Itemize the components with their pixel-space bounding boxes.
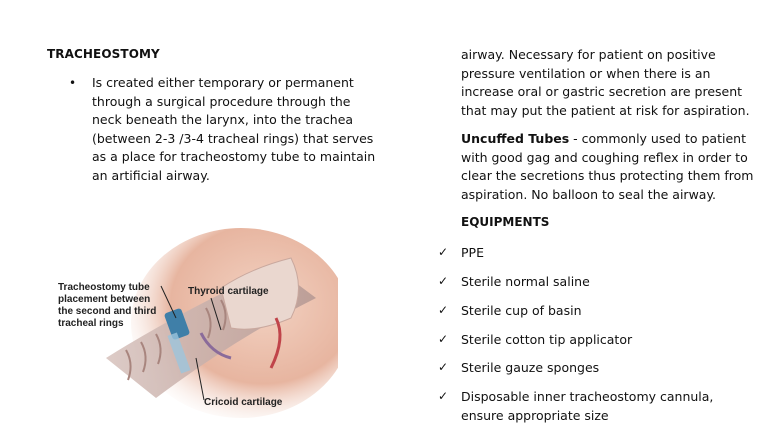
tracheostomy-illustration <box>46 228 338 428</box>
uncuffed-term: Uncuffed Tubes <box>461 131 570 146</box>
anatomy-illustration-svg <box>46 228 338 428</box>
page-title: TRACHEOSTOMY <box>47 47 160 61</box>
label-tube-2: placement between <box>58 294 151 305</box>
checkmark-icon: ✓ <box>438 245 449 259</box>
definition-paragraph: Is created either temporary or permanent through a surgical procedure through the neck beneath the larynx, into the trachea (between 2-3 /3-4 tracheal rings) that serves as a place for tracheostomy tube to maintain an artificial airway. <box>92 75 376 183</box>
equipment-item-saline: Sterile normal saline <box>461 274 590 289</box>
equipment-heading: EQUIPMENTS <box>461 215 550 229</box>
equipment-item-cannula: Disposable inner tracheostomy cannula, ensure appropriate size <box>461 389 714 423</box>
label-thyroid: Thyroid cartilage <box>188 286 269 297</box>
label-tube-3: the second and third <box>58 306 157 317</box>
label-tube-4: tracheal rings <box>58 318 124 329</box>
equipment-item-gauze: Sterile gauze sponges <box>461 360 600 375</box>
checkmark-icon: ✓ <box>438 360 449 374</box>
checkmark-icon: ✓ <box>438 303 449 317</box>
label-tube-1: Tracheostomy tube <box>58 282 150 293</box>
checkmark-icon: ✓ <box>438 332 449 346</box>
label-cricoid: Cricoid cartilage <box>204 397 283 408</box>
aspiration-paragraph: airway. Necessary for patient on positive pressure ventilation or when there is an increase oral or gastric secretion are present that may put the patient at risk for aspiration. <box>461 47 750 118</box>
checkmark-icon: ✓ <box>438 389 449 403</box>
equipment-item-applicator: Sterile cotton tip applicator <box>461 332 633 347</box>
bullet-mark: • <box>69 76 77 90</box>
uncuffed-description: - commonly used to patient with good gag and coughing reflex in order to clear the secretions thus protecting them from aspiration. No balloon to seal the airway. <box>461 131 754 202</box>
equipment-item-basin: Sterile cup of basin <box>461 303 582 318</box>
equipment-item-ppe: PPE <box>461 245 484 260</box>
checkmark-icon: ✓ <box>438 274 449 288</box>
uncuffed-paragraph <box>461 130 761 204</box>
